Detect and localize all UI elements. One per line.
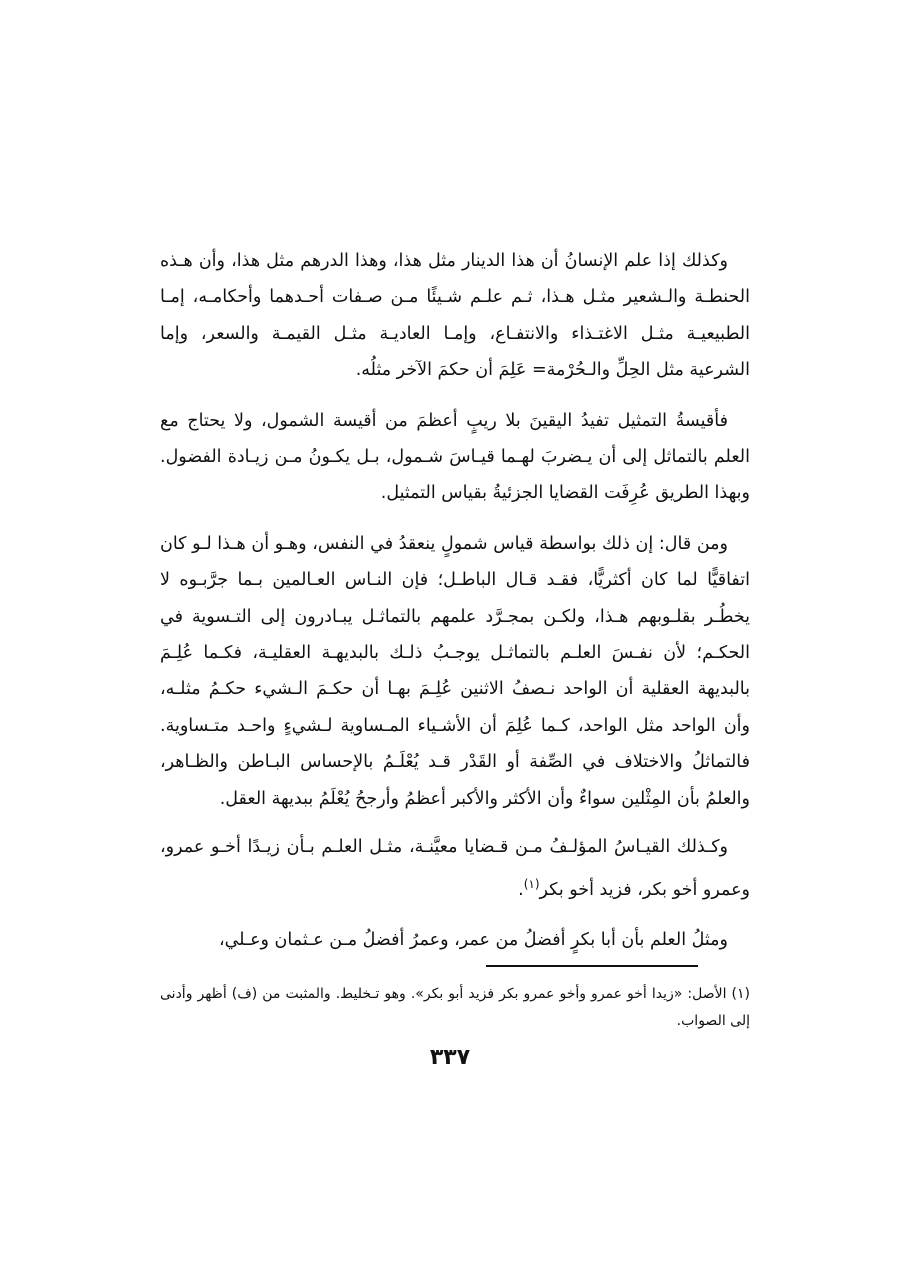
paragraph-4: [160, 829, 750, 908]
page-number: ٣٣٧: [429, 1045, 471, 1070]
paragraph-3: ومن قال: إن ذلك بواسطة قياس شمولٍ ينعقدُ في النفس، وهـو أن هـذا لـو كان اتفاقيًّا لما كان أكثريًّا، فقـد قـال الباطـل؛ فإن النـاس العـالمين بـما جرَّبـوه لا يخطُـر بقلـوبهم هـذا، ولكـن بمجـرَّد علمهم بالتماثـل يبـادرون إلى التـسوية في الحكـم؛ لأن نفـسَ العلـم بالتماثـل يوجـبُ ذلـك بالبديهـة العقليـة، فكـما عُلِـمَ بالبديهة العقلية أن الواحد نـصفُ الاثنين عُلِـمَ بهـا أن حكـمَ الـشيء حكـمُ مثلـه، وأن الواحد مثل الواحد، كـما عُلِمَ أن الأشـياء المـساوية لـشيءٍ واحـد متـساوية. فالتماثلُ والاختلاف في الصِّفة أو القَدْر قـد يُعْلَـمُ بالإحساس البـاطن والظـاهر، والعلمُ بأن المِثْلين سواءٌ وأن الأكثر والأكبر أعظمُ وأرجحُ يُعْلَمُ ببديهة العقل.: [160, 533, 750, 809]
footnote-separator: [486, 965, 698, 967]
paragraph-5: ومثلُ العلم بأن أبا بكرٍ أفضلُ من عمر، وعمرُ أفضلُ مـن عـثمان وعـلي،: [218, 929, 728, 950]
paragraph-4-text: وكـذلك القيـاسُ المؤلـفُ مـن قـضايا معيَّنـة، مثـل العلـم بـأن زيـدًا أخـو عمرو، وعمرو أخو بكر، فزيد أخو بكر: [160, 837, 750, 900]
main-text: [160, 243, 750, 972]
paragraph-4-end: .: [518, 879, 524, 900]
footnote: (١) الأصل: «زيدا أخو عمرو وأخو عمرو بكر فزيد أبو بكر». وهو تـخليط. والمثبت من (ف) أظهر وأدنى إلى الصواب.: [160, 986, 750, 1029]
footnote-reference[interactable]: (١): [523, 876, 540, 891]
paragraph-2: فأقيسةُ التمثيل تفيدُ اليقينَ بلا ريبٍ أعظمَ من أقيسة الشمول، ولا يحتاج مع العلم بالتماثل إلى أن يـضربَ لهـما قيـاسَ شـمول، بـل يكـونُ مـن زيـادة الفضول. وبهذا الطريق عُرِفَت القضايا الجزئيةُ بقياس التمثيل.: [160, 410, 750, 504]
paragraph-1: وكذلك إذا علم الإنسانُ أن هذا الدينار مثل هذا، وهذا الدرهم مثل هذا، وأن هـذه الحنطـة والـشعير مثـل هـذا، ثـم علـم شـيئًا مـن صـفات أحـدهما وأحكامـه، إمـا الطبيعيـة مثـل الاغتـذاء والانتفـاع، وإمـا العاديـة مثـل القيمـة والسعر، وإما الشرعية مثل الحِلِّ والـحُرْمة= عَلِمَ أن حكمَ الآخر مثلُه.: [160, 251, 750, 381]
